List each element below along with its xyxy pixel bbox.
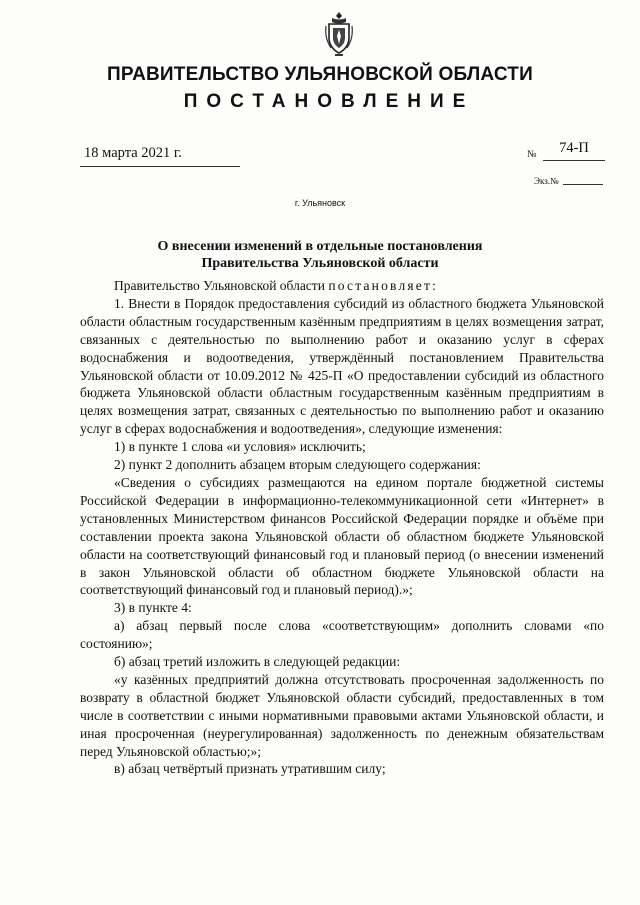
- number-sign: №: [527, 149, 537, 160]
- coat-of-arms-icon: [323, 10, 355, 58]
- paragraph-2: 1) в пункте 1 слова «и условия» исключить;: [114, 439, 366, 455]
- paragraph-7: б) абзац третий изложить в следующей редакции:: [114, 654, 401, 670]
- government-name: ПРАВИТЕЛЬСТВО УЛЬЯНОВСКОЙ ОБЛАСТИ: [107, 64, 533, 85]
- document-number-block: [527, 140, 607, 162]
- document-title: [0, 238, 640, 272]
- paragraph-4: «Сведения о субсидиях размещаются на едином портале бюджетной системы Российской Федерации в информационно-телекоммуникационной сети «Интернет» в установленных Министерством финансов Российской Федерации порядке и объёме при составлении проекта закона Ульяновской области об областном бюджете Ульяновской области на соответствующий финансовый год и плановый период (о внесении изменений в закон Ульяновской области об областном бюджете Ульяновской области на соответствующий финансовый год и плановый период).»;: [80, 474, 604, 598]
- title-line-1: О внесении изменений в отдельные постановления: [157, 239, 483, 254]
- copy-number-label: Экз.№: [534, 176, 559, 186]
- intro-prefix: Правительство Ульяновской области: [114, 278, 329, 293]
- city: г. Ульяновск: [294, 198, 346, 208]
- document-type: ПОСТАНОВЛЕНИЕ: [183, 91, 475, 112]
- paragraph-8: «у казённых предприятий должна отсутствовать просроченная задолженность по возврату в областной бюджет Ульяновской области субсидий, предоставленных в том числе в соответствии с иными нормативными правовыми актами Ульяновской области, и иная просроченная (неурегулированная) задолженность по денежным обязательствам перед Ульяновской областью;»;: [80, 671, 604, 759]
- intro-paragraph: [80, 277, 604, 295]
- intro-resolves: постановляет:: [328, 278, 439, 293]
- paragraph-5: 3) в пункте 4:: [114, 600, 192, 616]
- number-underline: [543, 160, 605, 161]
- title-line-2: Правительства Ульяновской области: [201, 256, 439, 271]
- paragraph-3: 2) пункт 2 дополнить абзацем вторым следующего содержания:: [114, 457, 481, 473]
- paragraph-9: в) абзац четвёртый признать утратившим силу;: [114, 761, 386, 777]
- paragraph-1: 1. Внести в Порядок предоставления субсидий из областного бюджета Ульяновской области областным государственным казённым предприятиям в целях возмещения затрат, связанных с деятельностью по выполнению работ и оказанию услуг в сферах водоснабжения и водоотведения, утверждённый постановлением Правительства Ульяновской области от 10.09.2012 № 425-П «О предоставлении субсидий из областного бюджета Ульяновской области областным государственным казённым предприятиям в целях возмещения затрат, связанных с деятельностью по выполнению работ и оказанию услуг в сферах водоснабжения и водоотведения», следующие изменения:: [80, 295, 604, 437]
- paragraph-6: а) абзац первый после слова «соответствующим» дополнить словами «по состоянию»;: [80, 618, 604, 652]
- document-number: 74-П: [559, 140, 589, 156]
- document-body: [80, 277, 604, 778]
- document-date: 18 марта 2021 г.: [84, 145, 182, 161]
- date-underline: [80, 166, 240, 167]
- copy-number-underline: [563, 184, 603, 185]
